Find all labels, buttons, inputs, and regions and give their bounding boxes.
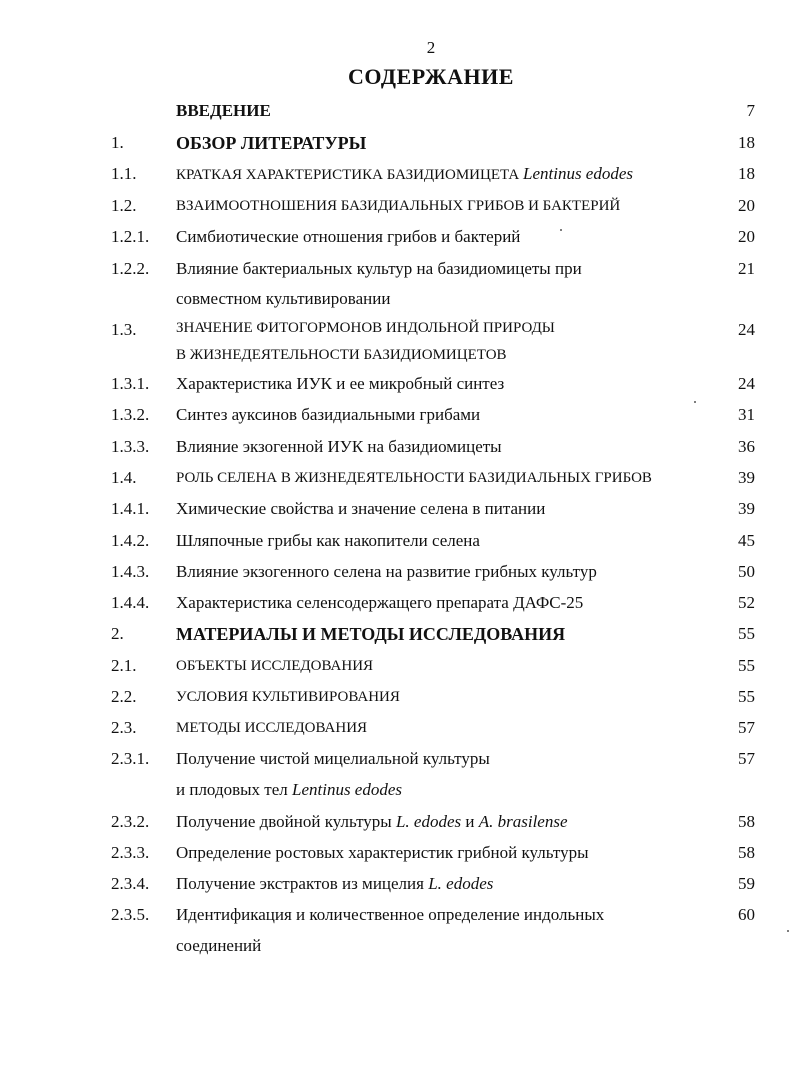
page-title: СОДЕРЖАНИЕ xyxy=(348,64,514,89)
toc-entry-number: 1.4.1. xyxy=(111,499,150,518)
toc-entry-page: 20 xyxy=(738,227,755,246)
toc-entry-page: 55 xyxy=(738,687,755,706)
toc-entry-page: 39 xyxy=(738,468,755,487)
toc-entry-number: 1.2.2. xyxy=(111,259,150,278)
toc-entry-page: 52 xyxy=(738,593,755,612)
toc-entry-number: 2.3.5. xyxy=(111,905,150,924)
toc-entry-title-line-2: совместном культивировании xyxy=(176,289,391,308)
toc-entry-title: ВЗАИМООТНОШЕНИЯ БАЗИДИАЛЬНЫХ ГРИБОВ И БАКТЕРИЙ xyxy=(176,198,621,214)
toc-entry-page: 18 xyxy=(738,133,755,152)
toc-entry-page: 55 xyxy=(738,624,755,643)
toc-entry-title: ВВЕДЕНИЕ xyxy=(176,101,271,120)
scan-speck xyxy=(560,229,562,231)
toc-entry-title: РОЛЬ СЕЛЕНА В ЖИЗНЕДЕЯТЕЛЬНОСТИ БАЗИДИАЛЬНЫХ ГРИБОВ xyxy=(176,470,652,486)
toc-entry-number: 1.2. xyxy=(111,196,137,215)
toc-entry-title xyxy=(176,812,568,832)
toc-entry-title: МАТЕРИАЛЫ И МЕТОДЫ ИССЛЕДОВАНИЯ xyxy=(176,624,566,644)
toc-entry-title-line-1: Получение чистой мицелиальной культуры xyxy=(176,749,490,768)
toc-entry-number: 2.3.3. xyxy=(111,843,150,862)
toc-entry-page: 20 xyxy=(738,196,755,215)
toc-entry-title-text: Получение двойной культуры xyxy=(176,812,396,831)
toc-entry-title-line-2: соединений xyxy=(176,936,262,955)
toc-entry-page: 60 xyxy=(738,905,755,924)
toc-entry-number: 1.4.2. xyxy=(111,531,150,550)
toc-entry-number: 1.3.2. xyxy=(111,405,150,424)
toc-entry-number: 2. xyxy=(111,624,124,643)
toc-entry-title-text: и плодовых тел xyxy=(176,780,292,799)
toc-entry-page: 50 xyxy=(738,562,755,581)
toc-entry-page: 58 xyxy=(738,812,755,831)
toc-entry-title xyxy=(176,874,493,894)
scan-speck xyxy=(787,930,789,932)
toc-entry-title: ОБЗОР ЛИТЕРАТУРЫ xyxy=(176,133,367,153)
toc-entry-number: 1.1. xyxy=(111,164,137,183)
toc-entry-title-caps: КРАТКАЯ ХАРАКТЕРИСТИКА БАЗИДИОМИЦЕТА xyxy=(176,167,523,183)
toc-entry-page: 18 xyxy=(738,164,755,183)
toc-entry-number: 2.3. xyxy=(111,718,137,737)
toc-entry-title-species: L. edodes xyxy=(428,874,494,893)
toc-entry-number: 2.1. xyxy=(111,656,137,675)
toc-entry-page: 57 xyxy=(738,718,755,737)
toc-entry-title-line-1: Идентификация и количественное определение индольных xyxy=(176,905,605,924)
toc-entry-title: Симбиотические отношения грибов и бактерий xyxy=(176,227,521,246)
toc-entry-title xyxy=(176,164,633,185)
toc-entry-title: Определение ростовых характеристик грибной культуры xyxy=(176,843,589,862)
toc-entry-title-species: L. edodes xyxy=(395,812,462,831)
toc-entry-page: 58 xyxy=(738,843,755,862)
toc-entry-page: 55 xyxy=(738,656,755,675)
toc-entry-number: 1.4. xyxy=(111,468,137,487)
toc-entry-title: Характеристика ИУК и ее микробный синтез xyxy=(176,374,505,393)
toc-entry-title-species: A. brasilense xyxy=(478,812,568,831)
toc-entry-number: 1.4.4. xyxy=(111,593,150,612)
toc-entry-number: 2.3.2. xyxy=(111,812,150,831)
toc-entry-page: 24 xyxy=(738,320,755,339)
toc-entry-title-text: Получение экстрактов из мицелия xyxy=(176,874,429,893)
toc-entry-title-species: Lentinus edodes xyxy=(523,164,634,183)
toc-entry-number: 1.3.1. xyxy=(111,374,150,393)
toc-entry-page: 36 xyxy=(738,437,755,456)
toc-entry-page: 31 xyxy=(738,405,755,424)
toc-entry-number: 2.2. xyxy=(111,687,137,706)
toc-entry-title: МЕТОДЫ ИССЛЕДОВАНИЯ xyxy=(176,720,368,736)
toc-entry-title-species: Lentinus edodes xyxy=(292,780,403,799)
toc-entry-number: 1.4.3. xyxy=(111,562,150,581)
toc-entry-title-line-1: ЗНАЧЕНИЕ ФИТОГОРМОНОВ ИНДОЛЬНОЙ ПРИРОДЫ xyxy=(176,320,555,336)
toc-entry-number: 2.3.4. xyxy=(111,874,150,893)
toc-entry-title-conjunction: и xyxy=(461,812,479,831)
toc-entry-page: 59 xyxy=(738,874,755,893)
toc-entry-page: 7 xyxy=(746,101,755,120)
toc-entry-page: 39 xyxy=(738,499,755,518)
toc-entry-title: ОБЪЕКТЫ ИССЛЕДОВАНИЯ xyxy=(176,658,374,674)
toc-entry-number: 1. xyxy=(111,133,124,152)
toc-entry-number: 2.3.1. xyxy=(111,749,150,768)
toc-entry-title: Влияние экзогенной ИУК на базидиомицеты xyxy=(176,437,502,456)
toc-entry-title-line-2 xyxy=(176,780,402,800)
toc-entry-number: 1.2.1. xyxy=(111,227,150,246)
toc-entry-page: 57 xyxy=(738,749,755,768)
toc-entry-title: Влияние экзогенного селена на развитие грибных культур xyxy=(176,562,597,581)
toc-entry-page: 45 xyxy=(738,531,755,550)
toc-entry-page: 24 xyxy=(738,374,755,393)
toc-entry-title: Синтез ауксинов базидиальными грибами xyxy=(176,405,481,424)
toc-entry-title-line-2: В ЖИЗНЕДЕЯТЕЛЬНОСТИ БАЗИДИОМИЦЕТОВ xyxy=(176,347,507,363)
toc-entry-title-line-1: Влияние бактериальных культур на базидиомицеты при xyxy=(176,259,582,278)
toc-entry-page: 21 xyxy=(738,259,755,278)
toc-entry-title: Характеристика селенсодержащего препарата ДАФС-25 xyxy=(176,593,584,612)
toc-entry-title: УСЛОВИЯ КУЛЬТИВИРОВАНИЯ xyxy=(176,689,400,705)
toc-entry-title: Шляпочные грибы как накопители селена xyxy=(176,531,480,550)
toc-entry-title: Химические свойства и значение селена в питании xyxy=(176,499,546,518)
toc-entry-number: 1.3.3. xyxy=(111,437,150,456)
page-number: 2 xyxy=(426,38,436,57)
scan-speck xyxy=(694,401,696,403)
toc-entry-number: 1.3. xyxy=(111,320,137,339)
